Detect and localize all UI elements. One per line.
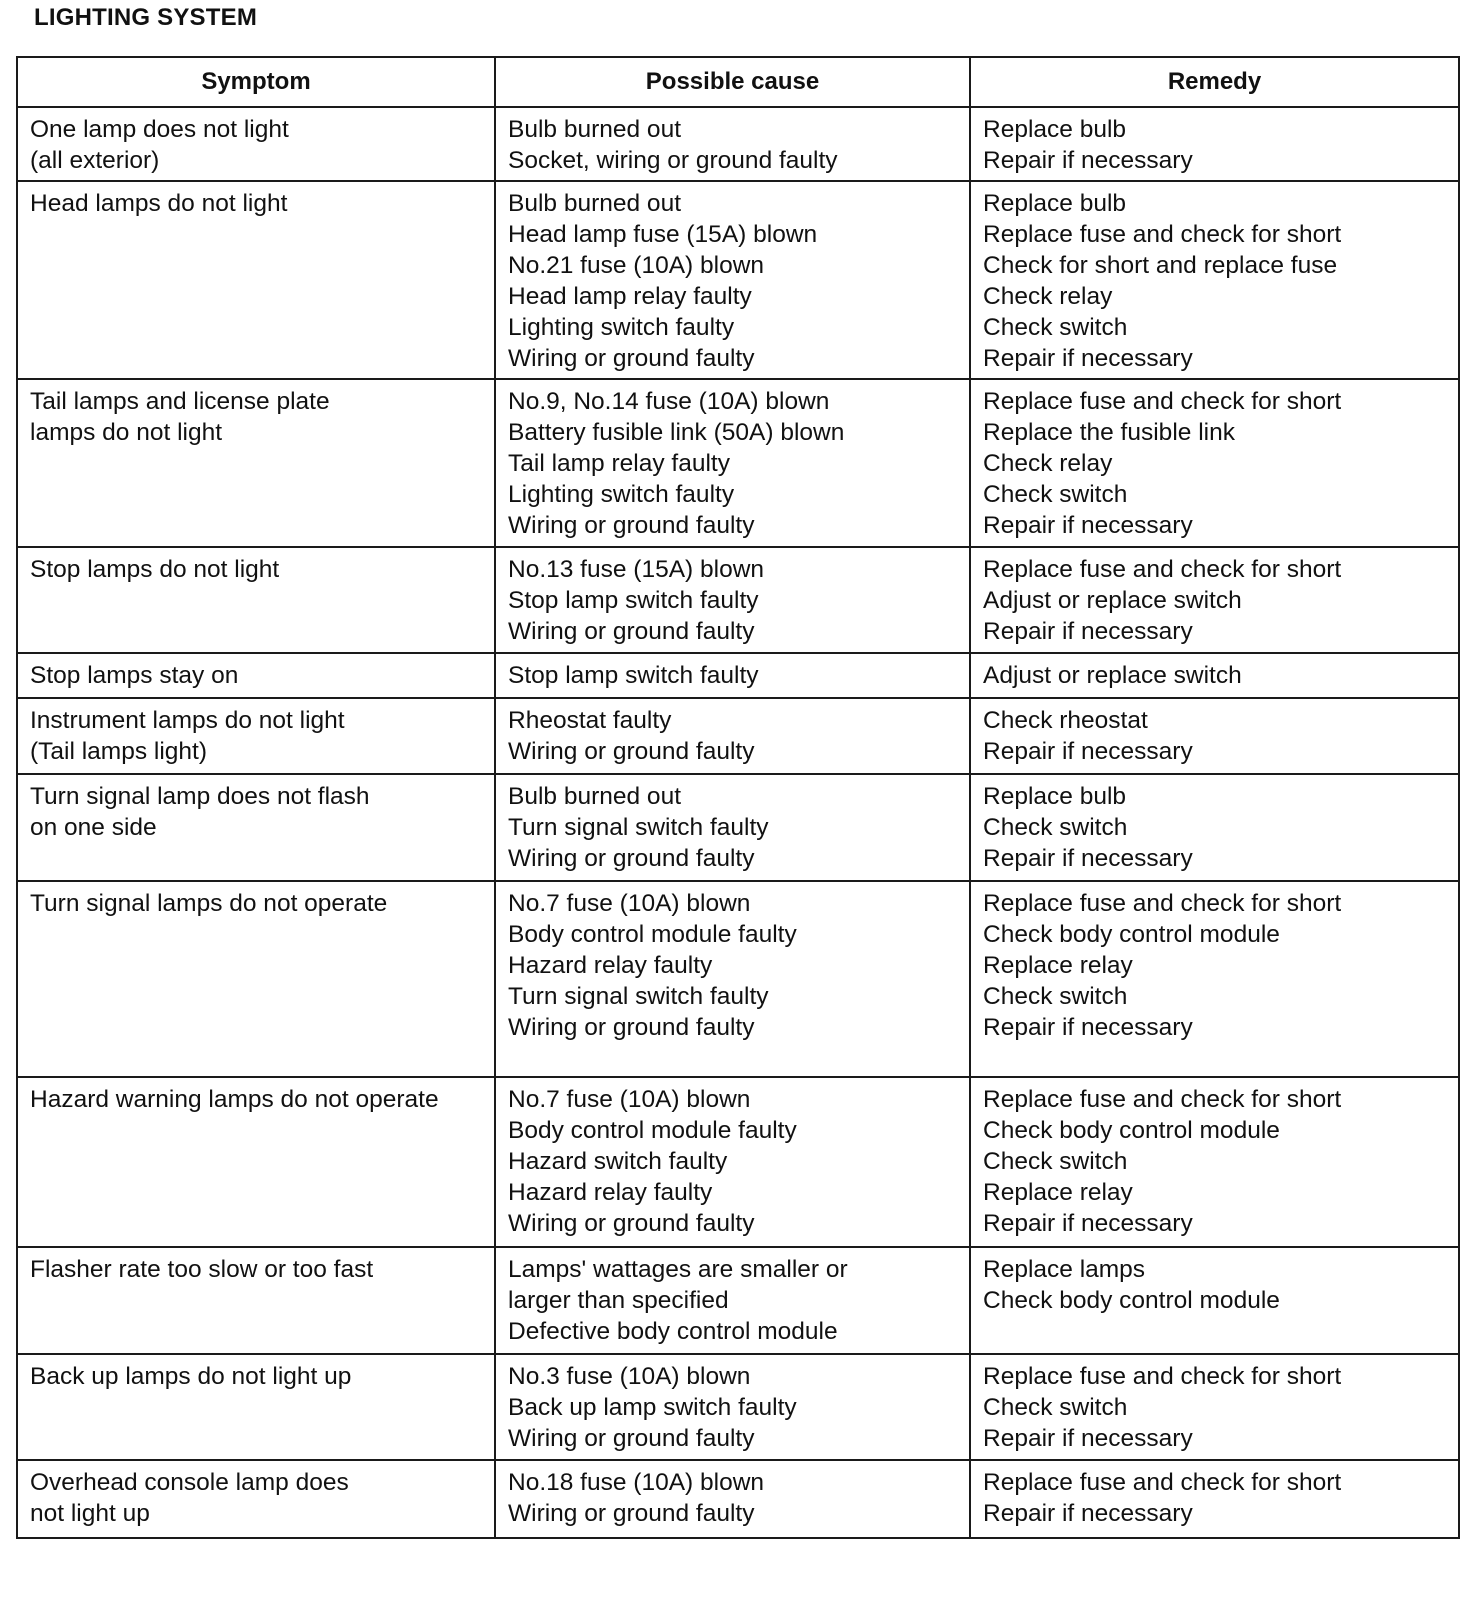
symptom-line: Head lamps do not light: [30, 190, 288, 217]
cause-line: Wiring or ground faulty: [508, 738, 755, 765]
table-row: [17, 1077, 1459, 1247]
remedy-cell-lines: [983, 554, 1448, 647]
troubleshooting-table: [16, 56, 1460, 1539]
header-remedy: Remedy: [970, 57, 1459, 107]
symptom-line: not light up: [30, 1500, 150, 1527]
remedy-line: Repair if necessary: [983, 512, 1193, 539]
remedy-line: Check switch: [983, 1394, 1128, 1421]
cause-line: Stop lamp switch faulty: [508, 587, 759, 614]
remedy-line: Check for short and replace fuse: [983, 252, 1338, 279]
symptom-cell-lines: [30, 1361, 484, 1392]
cause-line: Turn signal switch faulty: [508, 983, 769, 1010]
symptom-line: Tail lamps and license plate: [30, 388, 330, 415]
cause-line: Bulb burned out: [508, 190, 681, 217]
cause-cell: [495, 653, 970, 698]
symptom-cell-lines: [30, 386, 484, 448]
symptom-cell: [17, 379, 495, 547]
symptom-line: Stop lamps stay on: [30, 662, 239, 689]
remedy-cell: [970, 698, 1459, 774]
cause-cell-lines: [508, 705, 959, 767]
section-title: LIGHTING SYSTEM: [34, 4, 258, 31]
remedy-cell: [970, 1460, 1459, 1538]
remedy-line: Repair if necessary: [983, 147, 1193, 174]
remedy-cell: [970, 547, 1459, 653]
cause-cell: [495, 1247, 970, 1354]
remedy-cell: [970, 379, 1459, 547]
symptom-cell-lines: [30, 554, 484, 585]
symptom-line: Turn signal lamp does not flash: [30, 783, 370, 810]
remedy-line: Replace fuse and check for short: [983, 1086, 1342, 1113]
cause-line: Hazard relay faulty: [508, 952, 713, 979]
cause-cell-lines: [508, 1361, 959, 1454]
remedy-line: Replace fuse and check for short: [983, 1469, 1342, 1496]
remedy-cell-lines: [983, 1254, 1448, 1316]
cause-line: No.21 fuse (10A) blown: [508, 252, 765, 279]
symptom-cell: [17, 774, 495, 881]
cause-line: Bulb burned out: [508, 116, 681, 143]
cause-line: Head lamp fuse (15A) blown: [508, 221, 818, 248]
cause-line: Socket, wiring or ground faulty: [508, 147, 838, 174]
cause-cell: [495, 181, 970, 379]
symptom-cell-lines: [30, 660, 484, 691]
cause-line: Wiring or ground faulty: [508, 845, 755, 872]
remedy-cell: [970, 1077, 1459, 1247]
remedy-line: Check switch: [983, 983, 1128, 1010]
cause-line: Head lamp relay faulty: [508, 283, 752, 310]
cause-line: No.13 fuse (15A) blown: [508, 556, 765, 583]
table-row: [17, 181, 1459, 379]
cause-line: Wiring or ground faulty: [508, 345, 755, 372]
cause-line: Tail lamp relay faulty: [508, 450, 730, 477]
remedy-line: Check relay: [983, 283, 1113, 310]
remedy-cell-lines: [983, 188, 1448, 374]
remedy-line: Repair if necessary: [983, 1014, 1193, 1041]
symptom-cell: [17, 1247, 495, 1354]
remedy-line: Check switch: [983, 314, 1128, 341]
remedy-line: Repair if necessary: [983, 1500, 1193, 1527]
remedy-line: Check body control module: [983, 921, 1280, 948]
symptom-line: Back up lamps do not light up: [30, 1363, 352, 1390]
symptom-line: Hazard warning lamps do not operate: [30, 1086, 439, 1113]
table-row: [17, 1247, 1459, 1354]
cause-line: Lighting switch faulty: [508, 314, 735, 341]
cause-cell-lines: [508, 554, 959, 647]
remedy-line: Replace fuse and check for short: [983, 1363, 1342, 1390]
remedy-line: Replace relay: [983, 952, 1133, 979]
table-row: [17, 1354, 1459, 1460]
table-row: [17, 881, 1459, 1077]
cause-cell-lines: [508, 188, 959, 374]
cause-cell: [495, 774, 970, 881]
remedy-cell-lines: [983, 1361, 1448, 1454]
cause-line: No.3 fuse (10A) blown: [508, 1363, 751, 1390]
cause-cell: [495, 1460, 970, 1538]
symptom-cell: [17, 181, 495, 379]
cause-cell: [495, 379, 970, 547]
remedy-line: Replace relay: [983, 1179, 1133, 1206]
header-symptom: Symptom: [17, 57, 495, 107]
symptom-line: on one side: [30, 814, 157, 841]
cause-line: Lamps' wattages are smaller or: [508, 1256, 848, 1283]
cause-line: Wiring or ground faulty: [508, 1210, 755, 1237]
symptom-cell-lines: [30, 705, 484, 767]
cause-cell-lines: [508, 888, 959, 1043]
cause-cell-lines: [508, 1467, 959, 1529]
symptom-cell-lines: [30, 1254, 484, 1285]
remedy-line: Repair if necessary: [983, 1425, 1193, 1452]
remedy-line: Replace fuse and check for short: [983, 221, 1342, 248]
symptom-line: (Tail lamps light): [30, 738, 207, 765]
symptom-cell-lines: [30, 888, 484, 919]
symptom-cell-lines: [30, 188, 484, 219]
remedy-line: Check switch: [983, 814, 1128, 841]
table-row: [17, 1460, 1459, 1538]
cause-line: Stop lamp switch faulty: [508, 662, 759, 689]
symptom-cell-lines: [30, 1084, 484, 1115]
cause-line: Wiring or ground faulty: [508, 512, 755, 539]
cause-line: Lighting switch faulty: [508, 481, 735, 508]
symptom-cell: [17, 881, 495, 1077]
symptom-cell-lines: [30, 114, 484, 176]
remedy-line: Replace bulb: [983, 190, 1127, 217]
remedy-cell-lines: [983, 114, 1448, 176]
table-body: [17, 107, 1459, 1538]
symptom-cell: [17, 1077, 495, 1247]
cause-line: larger than specified: [508, 1287, 729, 1314]
cause-cell-lines: [508, 1254, 959, 1347]
remedy-cell: [970, 1354, 1459, 1460]
symptom-line: lamps do not light: [30, 419, 223, 446]
symptom-cell-lines: [30, 781, 484, 843]
table-row: [17, 547, 1459, 653]
remedy-cell: [970, 653, 1459, 698]
symptom-cell: [17, 1354, 495, 1460]
cause-cell: [495, 698, 970, 774]
remedy-line: Replace fuse and check for short: [983, 556, 1342, 583]
remedy-cell-lines: [983, 781, 1448, 874]
cause-cell-lines: [508, 1084, 959, 1239]
remedy-line: Replace the fusible link: [983, 419, 1235, 446]
remedy-line: Replace fuse and check for short: [983, 388, 1342, 415]
cause-line: Battery fusible link (50A) blown: [508, 419, 845, 446]
cause-cell: [495, 1077, 970, 1247]
table-row: [17, 698, 1459, 774]
remedy-line: Check body control module: [983, 1117, 1280, 1144]
cause-line: Defective body control module: [508, 1318, 838, 1345]
cause-cell: [495, 107, 970, 181]
cause-line: Bulb burned out: [508, 783, 681, 810]
symptom-line: Overhead console lamp does: [30, 1469, 349, 1496]
symptom-line: Stop lamps do not light: [30, 556, 280, 583]
remedy-line: Adjust or replace switch: [983, 587, 1242, 614]
cause-line: No.18 fuse (10A) blown: [508, 1469, 765, 1496]
remedy-cell: [970, 181, 1459, 379]
remedy-line: Check rheostat: [983, 707, 1148, 734]
remedy-cell: [970, 881, 1459, 1077]
cause-line: Hazard relay faulty: [508, 1179, 713, 1206]
cause-line: Back up lamp switch faulty: [508, 1394, 797, 1421]
symptom-line: One lamp does not light: [30, 116, 289, 143]
symptom-cell: [17, 107, 495, 181]
symptom-line: Instrument lamps do not light: [30, 707, 345, 734]
remedy-cell: [970, 107, 1459, 181]
remedy-line: Check switch: [983, 1148, 1128, 1175]
symptom-cell: [17, 1460, 495, 1538]
cause-cell: [495, 881, 970, 1077]
table-row: [17, 774, 1459, 881]
remedy-cell: [970, 1247, 1459, 1354]
symptom-cell-lines: [30, 1467, 484, 1529]
cause-cell-lines: [508, 386, 959, 541]
table-header-row: [17, 57, 1459, 107]
remedy-line: Replace fuse and check for short: [983, 890, 1342, 917]
remedy-line: Replace lamps: [983, 1256, 1146, 1283]
cause-line: No.7 fuse (10A) blown: [508, 890, 751, 917]
cause-line: Hazard switch faulty: [508, 1148, 728, 1175]
remedy-line: Replace bulb: [983, 783, 1127, 810]
table-row: [17, 653, 1459, 698]
remedy-cell-lines: [983, 705, 1448, 767]
cause-line: Turn signal switch faulty: [508, 814, 769, 841]
remedy-line: Check relay: [983, 450, 1113, 477]
remedy-cell: [970, 774, 1459, 881]
remedy-line: Check switch: [983, 481, 1128, 508]
cause-cell-lines: [508, 660, 959, 691]
remedy-line: Repair if necessary: [983, 618, 1193, 645]
header-possible-cause: Possible cause: [495, 57, 970, 107]
cause-line: Wiring or ground faulty: [508, 1500, 755, 1527]
cause-line: Rheostat faulty: [508, 707, 672, 734]
remedy-line: Repair if necessary: [983, 1210, 1193, 1237]
table-row: [17, 107, 1459, 181]
cause-cell: [495, 547, 970, 653]
cause-cell-lines: [508, 114, 959, 176]
remedy-line: Replace bulb: [983, 116, 1127, 143]
remedy-cell-lines: [983, 386, 1448, 541]
remedy-line: Repair if necessary: [983, 738, 1193, 765]
symptom-line: Flasher rate too slow or too fast: [30, 1256, 374, 1283]
remedy-line: Check body control module: [983, 1287, 1280, 1314]
symptom-line: (all exterior): [30, 147, 160, 174]
symptom-cell: [17, 698, 495, 774]
symptom-cell: [17, 653, 495, 698]
table-row: [17, 379, 1459, 547]
cause-line: Body control module faulty: [508, 921, 797, 948]
remedy-cell-lines: [983, 1467, 1448, 1529]
cause-line: Wiring or ground faulty: [508, 1014, 755, 1041]
cause-line: Body control module faulty: [508, 1117, 797, 1144]
remedy-cell-lines: [983, 1084, 1448, 1239]
remedy-line: Repair if necessary: [983, 845, 1193, 872]
remedy-line: Repair if necessary: [983, 345, 1193, 372]
cause-line: Wiring or ground faulty: [508, 618, 755, 645]
symptom-line: Turn signal lamps do not operate: [30, 890, 388, 917]
cause-cell: [495, 1354, 970, 1460]
remedy-cell-lines: [983, 660, 1448, 691]
cause-line: No.7 fuse (10A) blown: [508, 1086, 751, 1113]
cause-line: Wiring or ground faulty: [508, 1425, 755, 1452]
symptom-cell: [17, 547, 495, 653]
cause-cell-lines: [508, 781, 959, 874]
remedy-line: Adjust or replace switch: [983, 662, 1242, 689]
remedy-cell-lines: [983, 888, 1448, 1043]
cause-line: No.9, No.14 fuse (10A) blown: [508, 388, 830, 415]
